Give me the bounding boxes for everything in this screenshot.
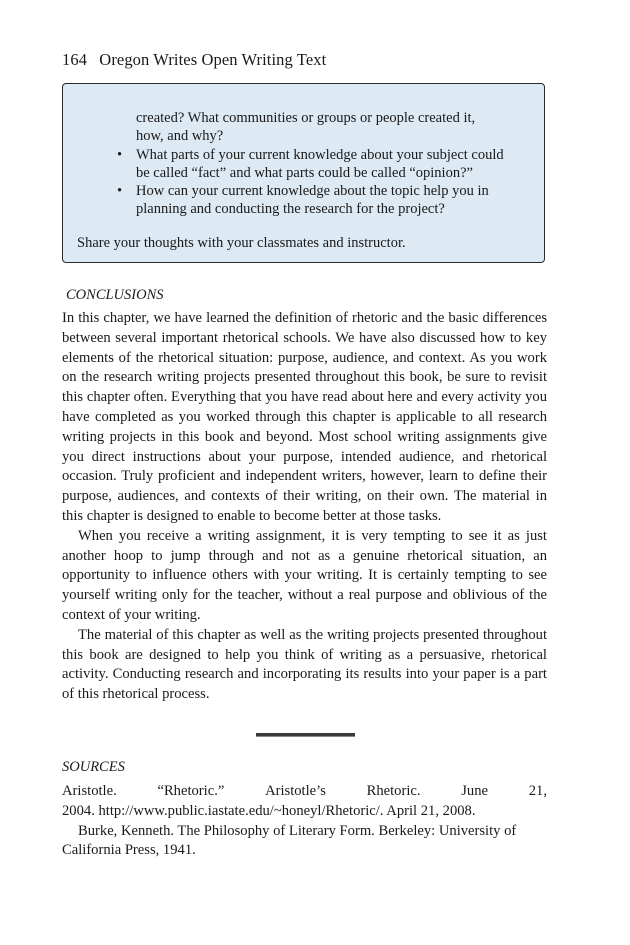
bullet-icon: • <box>117 147 123 163</box>
page-number: 164 <box>62 50 88 69</box>
sources-list <box>62 782 547 861</box>
bullet-line: be called “fact” and what parts could be called “opinion?” <box>136 165 473 181</box>
source-word: Aristotle’s <box>265 783 326 799</box>
activity-box <box>62 83 545 263</box>
running-header <box>62 50 326 70</box>
source-word: 21, <box>528 783 547 799</box>
source-entry-aristotle-line1 <box>62 782 547 802</box>
bullet-line: What parts of your current knowledge about your subject could <box>136 147 504 163</box>
source-word: June <box>461 783 489 799</box>
source-entry-aristotle-line2: 2004. http://www.public.iastate.edu/~honeyl/Rhetoric/. April 21, 2008. <box>62 802 476 819</box>
source-word: Aristotle. <box>62 783 117 799</box>
sources-heading: SOURCES <box>62 759 125 775</box>
box-continuation-line: how, and why? <box>136 128 224 144</box>
section-divider <box>256 733 355 737</box>
conclusions-body <box>62 309 547 705</box>
source-entry-burke: Burke, Kenneth. The Philosophy of Literary Form. Berkeley: University of California Press, 1941. <box>62 822 517 859</box>
bullet-line: planning and conducting the research for the project? <box>136 201 445 217</box>
box-continuation <box>136 109 516 145</box>
paragraph: The material of this chapter as well as the writing projects presented throughout this book are designed to help you think of writing as a persuasive, rhetorical activity. Conducting research and incorporating its results into your paper is a part of this rhetorical process. <box>62 626 547 703</box>
conclusions-heading: CONCLUSIONS <box>66 287 164 303</box>
paragraph: In this chapter, we have learned the definition of rhetoric and the basic differences between several important rhetorical schools. We have also discussed how to key elements of the rhetorical situation: purpose, audience, and context. As you work on the research writing projects presented throughout this book, be sure to revisit this chapter often. Everything that you have read about here and every activity you have completed as you worked through this chapter is applicable to all research writing projects in this book and beyond. Most school writing assignments give you direct instructions about your purpose, intended audience, and rhetorical occasion. Truly proficient and independent writers, however, learn to define their purpose, audiences, and contexts of their writing, on their own. The material in this chapter is designed to enable to become better at those tasks. <box>62 310 547 524</box>
source-word: Rhetoric. <box>366 783 421 799</box>
running-title: Oregon Writes Open Writing Text <box>99 50 327 69</box>
box-bullet-item <box>115 146 525 182</box>
paragraph: When you receive a writing assignment, it is very tempting to see it as just another hoop to jump through and not as a genuine rhetorical situation, an opportunity to influence others with your writing. It is certainly tempting to see yourself writing only for the teacher, without a real purpose and oblivious of the context of your writing. <box>62 527 547 623</box>
bullet-icon: • <box>117 183 123 199</box>
box-bullet-list <box>115 146 525 218</box>
source-word: “Rhetoric.” <box>157 783 225 799</box>
box-bullet-item <box>115 182 525 218</box>
box-share-prompt: Share your thoughts with your classmates and instructor. <box>77 235 406 251</box>
box-continuation-line: created? What communities or groups or people created it, <box>136 110 476 126</box>
bullet-line: How can your current knowledge about the topic help you in <box>136 183 489 199</box>
